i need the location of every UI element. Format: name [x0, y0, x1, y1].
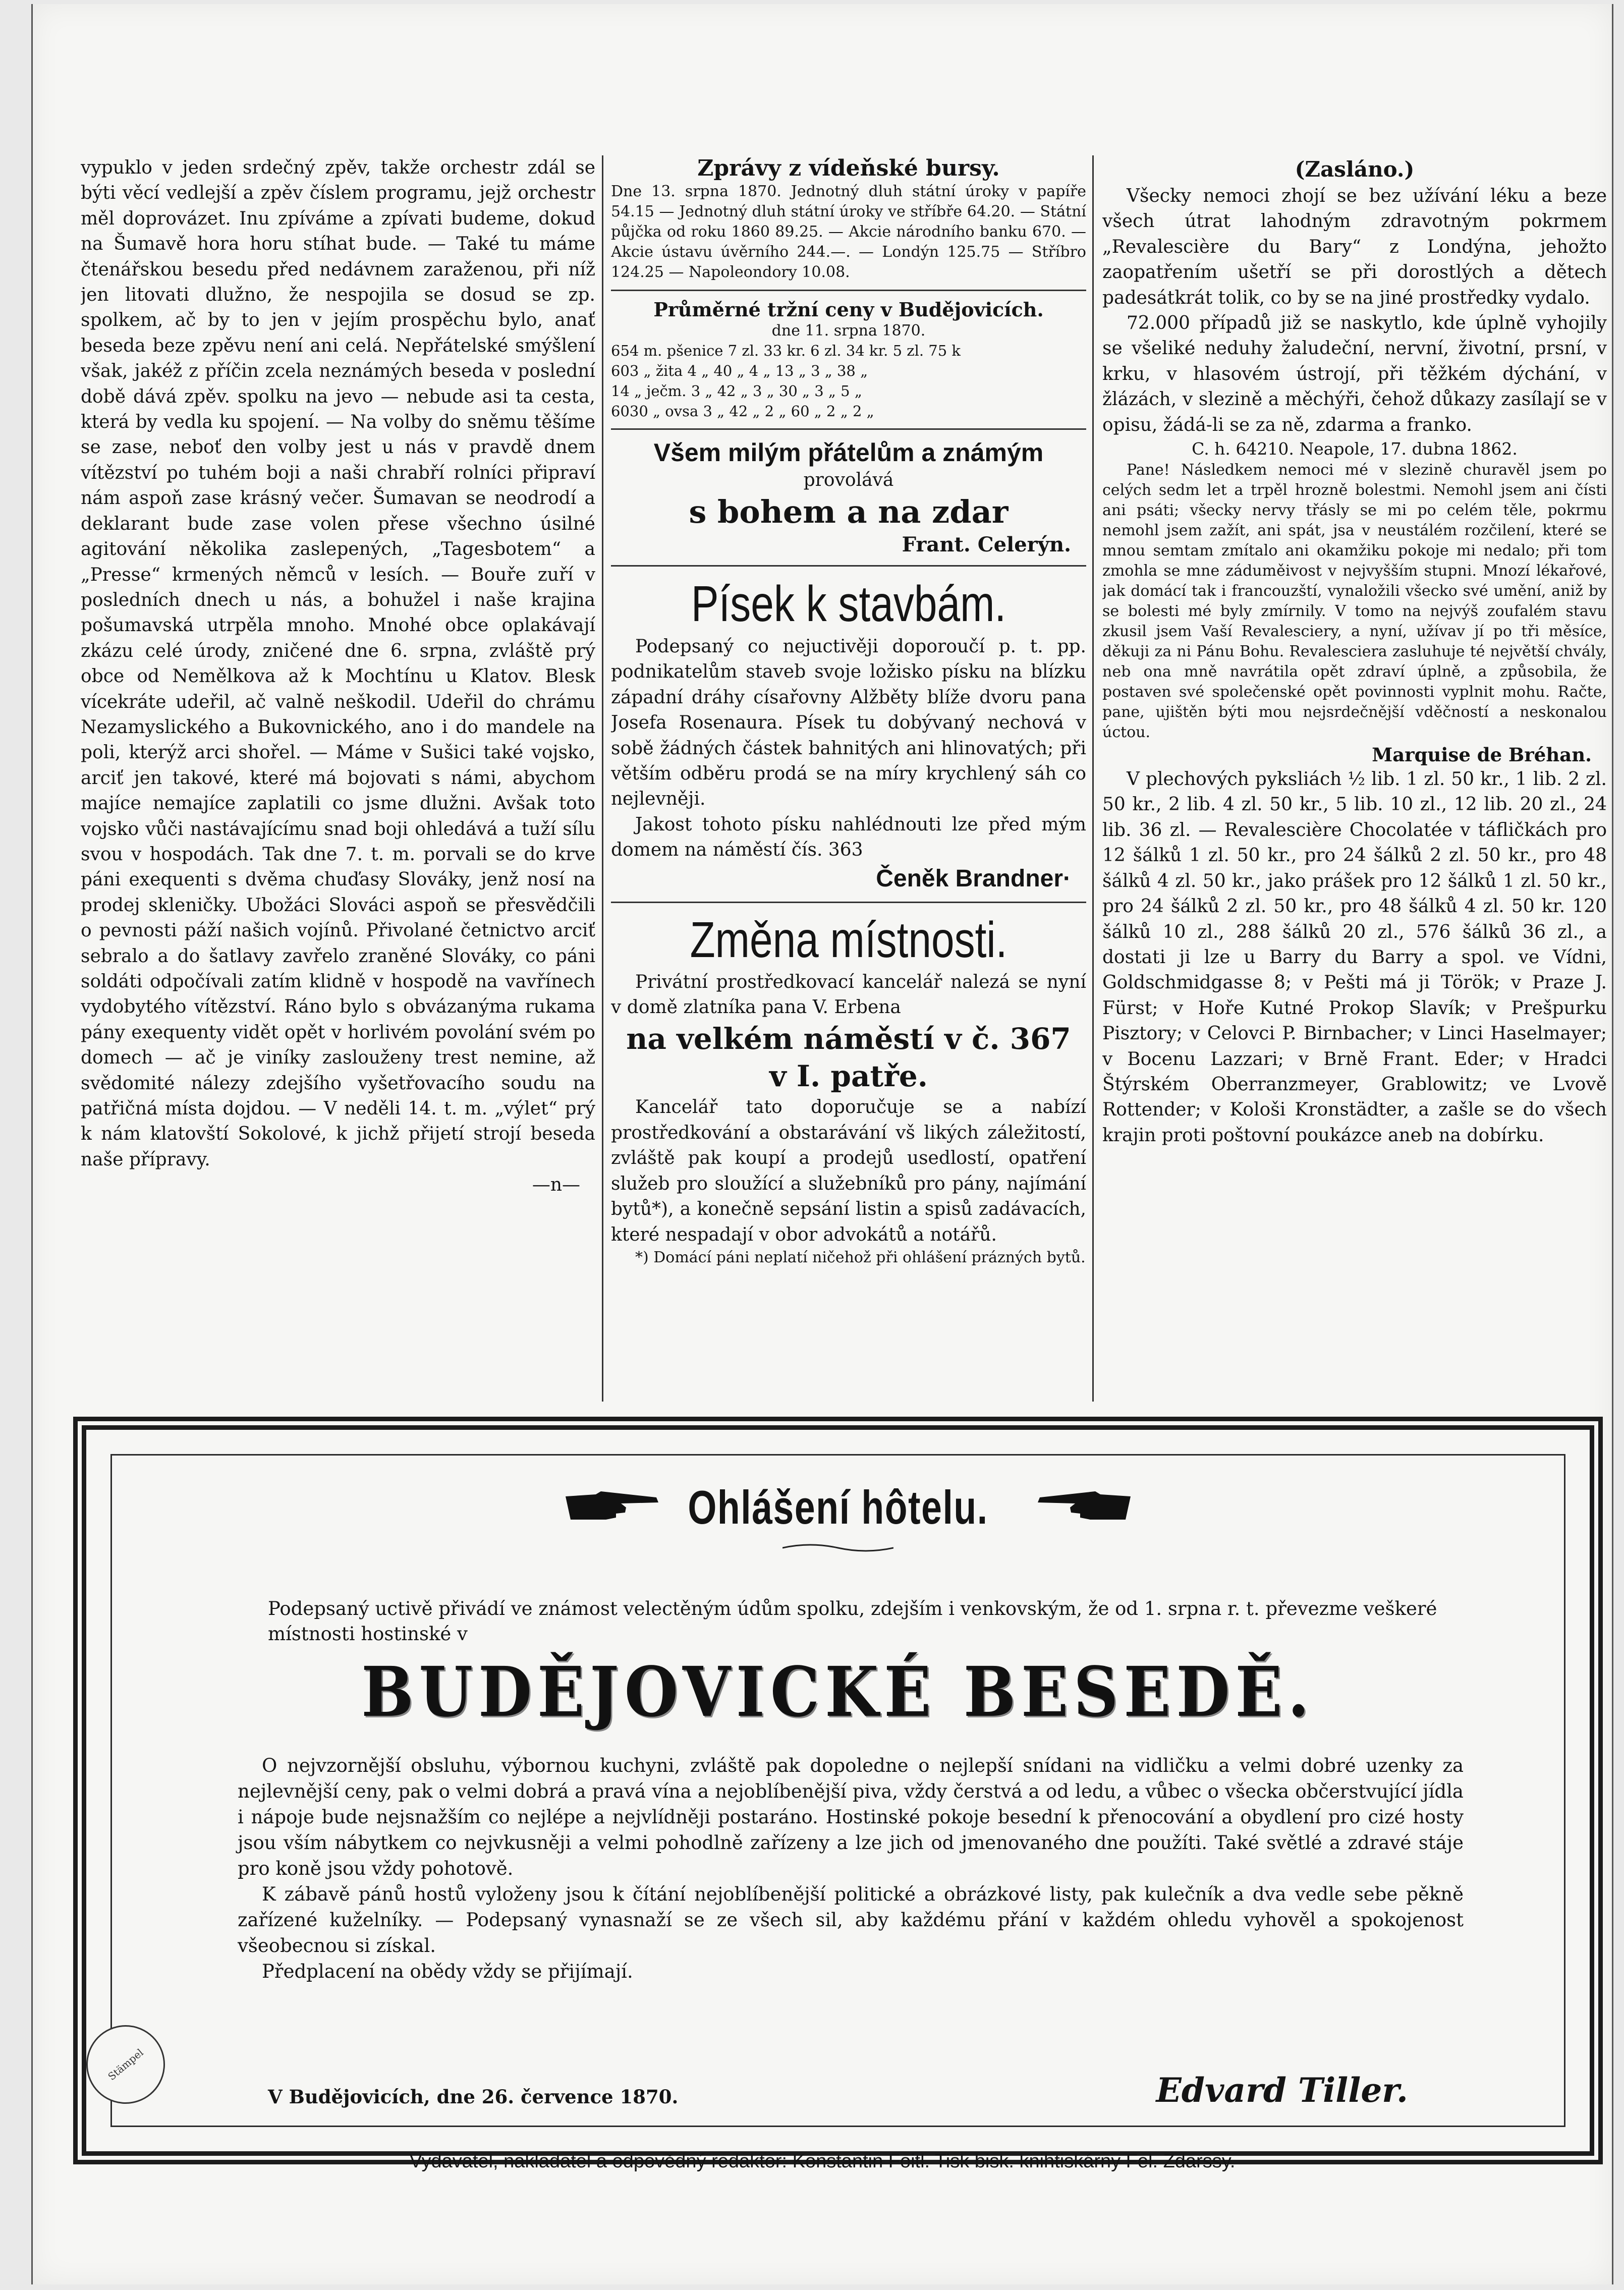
divider — [611, 902, 1086, 903]
farewell-main: s bohem a na zdar — [689, 493, 1009, 530]
advert-text-1: Všecky nemoci zhojí se bez užívání léku a beze všech útrat lahodným zdravotným pokrmem „Revalescière du Bary“ z Londýna, jehožto zaopatřením ušetří se při dorostlých a dětech padesátkrát tolik, co by se na jiné prostředky vydalo. — [1102, 186, 1607, 308]
prices-row: 6030 „ ovsa 3 „ 42 „ 2 „ 60 „ 2 „ 2 „ — [611, 403, 874, 420]
farewell-title: Všem milým přátelům a známým — [653, 438, 1044, 467]
local-news-signature: —n— — [532, 1175, 580, 1196]
prices-row: 14 „ ječm. 3 „ 42 „ 3 „ 30 „ 3 „ 5 „ — [611, 382, 862, 400]
hotel-announcement — [73, 1417, 1603, 2164]
hotel-title: Ohlášení hôtelu. — [688, 1481, 988, 1534]
column-notices — [611, 155, 1086, 1402]
advert-letter-signature: Marquise de Bréhan. — [1372, 744, 1592, 766]
change-title: Změna místnosti. — [690, 911, 1007, 968]
farewell-subtitle: provolává — [803, 470, 894, 490]
divider — [611, 290, 1086, 291]
advert-header: (Zasláno.) — [1295, 157, 1415, 182]
divider — [611, 565, 1086, 567]
prices-date: dne 11. srpna 1870. — [771, 322, 926, 340]
hotel-body — [238, 1753, 1464, 1984]
column-local-news — [81, 155, 595, 1402]
column-divider — [1092, 155, 1094, 1402]
sand-text-2: Jakost tohoto písku nahlédnouti lze před mým domem na náměstí čís. 363 — [611, 814, 1086, 861]
hotel-body-paragraph: O nejvzornější obsluhu, výbornou kuchyni, zvláště pak dopoledne o nejlepší snídani na vidličku a velmi dobré uzenky za nejlevnější ceny, pak o velmi dobrá a pravá vína a nejoblíbenější piva, vždy čerstvá a od ledu, a vůbec o všecka občerstvující jídla i nápoje bude nejsnažším co nejlépe a nejvlídněji postaráno. Hostinské pokoje besední k přenocování a obydlení pro cizé hosty jsou vším nábytkem co nejvkusněji a velmi pohodlně zařízeny a lze jich od jmenovaného dne použíti. Také světlé a zdravé stáje pro koně jsou vždy pohotově. — [238, 1755, 1464, 1879]
newspaper-page — [31, 4, 1613, 2284]
hotel-intro: Podepsaný uctivě přivádí ve známost velectěným údům spolku, zdejším i venkovským, že od 1. srpna r. t. převezme veškeré místnosti hostinské v — [268, 1598, 1437, 1645]
advert-letter: Pane! Následkem nemoci mé v slezině churavěl jsem po celých sedm let a trpěl hrozně bolestmi. Nemohl jsem ani čísti ani psáti; všecky nervy třásly se mi po celém těle, pokrmu nemohl jsem zažít, ani spát, jsa v neustálém rozčilení, které se mnou semtam zmítalo ani okamžiku pokoje mi nedalo; při tom zmohla se mne záduměivost v nejvyšším stupni. Mnozí lékařové, jak domácí tak i francouzští, vynaložili všecko své umění, aniž by se bolesti mé byly zmírnily. V tomo na nejvýš zoufalém stavu zkusil jsem Vaší Revalesciery, a nyní, užívav jí po tři měsíce, děkuji za ni Pánu Bohu. Revalesciera zasluhuje té největší chvály, neb ona mně navrátila opět zdraví úplně, a způsobila, že postaven své společenské opět povinnosti vyplnit mohu. Račte, pane, ujištěn býti mou nejsrdečnější vděčností a neskonalou úctou. — [1102, 461, 1607, 742]
advert-text-3: V plechových pyksliách ½ lib. 1 zl. 50 kr., 1 lib. 2 zl. 50 kr., 2 lib. 4 zl. 50 kr., 5 lib. 10 zl., 12 lib. 20 zl., 24 lib. 36 zl. — Revalescière Chocolatée v táfličkách pro 12 šálků 1 zl. 50 kr., pro 24 šálků 2 zl. 50 kr., pro 48 šálků 4 zl. 50 kr., jako prášek pro 12 šálků 1 zl. 50 kr., pro 24 šálků 2 zl. 50 kr., pro 48 šálků 4 zl. 50 kr. 120 šálků 10 zl., 288 šálků 20 zl., 576 šálků 36 zl., a dostati ji lze u Barry du Barry a spol. ve Vídni, Goldschmidgasse 8; v Pešti má ji Török; v Praze J. Fürst; v Hoře Kutné Prokop Slavík; v Prešpurku Pisztory; v Celovci P. Birnbacher; v Linci Haselmayer; v Bocenu Lazzari; v Brně Frant. Eder; v Hradci Štýrském Oberranzmeyer, Grablowitz; ve Lvově Rottender; v Kološi Kronstädter, a zašle se do všech krajin proti poštovní poukázce aneb na dobírku. — [1102, 769, 1607, 1146]
sand-text: Podepsaný co nejuctivěji doporoučí p. t. pp. podnikatelům staveb svoje ložisko písku na blízku západní dráhy císařovny Alžběty blíže dvoru pana Josefa Rosenaura. Písek tu dobývaný nechová v sobě žádných částek bahnitých ani hlinovatých; při větším odběru prodá se na míry krychlený sáh co nejlevněji. — [611, 636, 1086, 810]
change-address: na velkém náměstí v č. 367 — [626, 1022, 1071, 1056]
column-advert — [1102, 155, 1607, 1402]
tax-stamp: Stämpel — [70, 2009, 181, 2120]
imprint-footer: Vydavatel, nakladatel a odpovědný redaktor: Konstantin Foitl. Tisk bisk. knihtiskárny Fel. Zdarssy. — [409, 2151, 1236, 2172]
hotel-venue-name: BUDĚJOVICKÉ BESEDĚ. — [361, 1652, 1315, 1733]
hotel-place-date: V Budějovicích, dne 26. července 1870. — [268, 2086, 679, 2108]
divider — [611, 428, 1086, 430]
local-news-text: vypuklo v jeden srdečný zpěv, takže orchestr zdál se býti věcí vedlejší a zpěv číslem programu, jejž orchestr měl doprovázet. Inu zpíváme a zpívati budeme, dokud na Šumavě hora horu stíhat bude. — Také tu máme čtenářskou besedu před nedávnem zaraženou, při níž jen litovati dlužno, že nespojila se dosud se zp. spolkem, ač by to jen v jejím prospěchu bylo, anať beseda beze zpěvu není ani celá. Nepřátelské smýšlení však, jakéž z příčin zcela neznámých beseda v poslední době dává zpěv. spolku na jevo — nebude asi ta cesta, která by vedla ku spojení. — Na volby do sněmu těšíme se zase, neboť den volby jest u nás v pravdě dnem vítězství po tuhém boji a naši chrabří rolníci připraví nám aspoň zase krásný večer. Šumavan se neodrodí a deklarant bude zase volen přese všechno úsilné agitování několika zaslepených, „Tagesbotem“ a „Presse“ krmených němců v lesích. — Bouře zuří v posledních dnech u nás, a bohužel i naše krajina pošumavská utrpěla mnoho. Mnohé obce oplakávají zkázu celé úrody, zničené dne 6. srpna, zvláště prý obce od Nemělkova až k Mochtínu u Klatov. Blesk vícekráte udeřil, ač valně neškodil. Udeřil do chrámu Nezamyslického a Bukovnického, ano i do mandele na poli, kterýž arci shořel. — Máme v Sušici také vojsko, arciť jen takové, které má bojovati s námi, abychom majíce nemajíce zaplatili co jsme dlužni. Avšak toto vojsko vůči nastávajícímu snad boji ohledává a tuží sílu svou v hospodách. Tak dne 7. t. m. porvali se do krve páni exequenti s dvěma chuďasy Slováky, jenž nosí na prodej skleničky. Ubožáci Slováci aspoň se přesvědčili o pevnosti páží našich vojínů. Přivolané četnictvo arciť sebralo a do šatlavy zavřelo zraněné Slováky, co páni soldáti odpočívali zatím klidně v hospodě na vavřínech vydobytého vítězství. Ráno bylo s obvázanýma rukama pány exequenty vidět opět v horlivém povolání svém po domech — ač je viníky zaslouženy trest nemine, až svědomité nálezy zdejšího vyšetřovacího soudu na patřičná místa dojdou. — V neděli 14. t. m. „výlet“ prý k nám klatovští Sokolové, k jichž přijetí strojí beseda naše přípravy. — [81, 157, 595, 1170]
sand-title: Písek k stavbám. — [691, 576, 1006, 632]
prices-row: 603 „ žita 4 „ 40 „ 4 „ 13 „ 3 „ 38 „ — [611, 362, 868, 379]
sand-signature: Čeněk Brandner· — [876, 865, 1071, 892]
change-floor: v I. patře. — [769, 1059, 928, 1094]
ornament-divider — [782, 1542, 893, 1554]
bourse-title: Zprávy z vídeňské bursy. — [697, 155, 1000, 181]
farewell-signature: Frant. Celerýn. — [902, 533, 1071, 556]
prices-title: Průměrné tržní ceny v Budějovicích. — [653, 298, 1044, 321]
bourse-text: Dne 13. srpna 1870. Jednotný dluh státní úroky v papíře 54.15 — Jednotný dluh státní úroky ve stříbře 64.20. — Státní půjčka od roku 1860 89.25. — Akcie národního banku 670. — Akcie ústavu úvěrního 244.—. — Londýn 125.75 — Stříbro 124.25 — Napoleondory 10.08. — [611, 183, 1086, 281]
advert-reference: C. h. 64210. Neapole, 17. dubna 1862. — [1192, 439, 1518, 459]
change-text: Privátní prostředkovací kancelář nalezá se nyní v domě zlatníka pana V. Erbena — [611, 971, 1086, 1018]
change-text-2: Kancelář tato doporučuje se a nabízí prostředkování a obstarávání vš likých záležitostí, zvláště pak koupí a prodejů usedlostí, opatření služeb pro sloužící a služebníků pro pány, najímání bytů*), a konečně sepsání listin a spisů zadávacích, které nespadají v obor advokátů a notářů. — [611, 1097, 1086, 1245]
column-divider — [602, 155, 603, 1402]
prices-row: 654 m. pšenice 7 zl. 33 kr. 6 zl. 34 kr. 5 zl. 75 k — [611, 342, 961, 359]
hotel-body-paragraph: K zábavě pánů hostů vyloženy jsou k čítání nejoblíbenější politické a obrázkové listy, pak kulečník a dva vedle sebe pěkně zařízené kuželníky. — Podepsaný vynasnaží se ze všech sil, aby každému přání v každém ohledu vyhověl a spokojenost všeobecnou si získal. — [238, 1883, 1464, 1957]
advert-text-2: 72.000 případů již se naskytlo, kde úplně vyhojily se všeliké neduhy žaludeční, nervní, životní, prsní, v krku, v hlasovém ústrojí, při těžkém dýchání, v žlázách, v slezině a měchýři, čehož důkazy zasílají se v opisu, žádá-li se za ně, zdarma a franko. — [1102, 313, 1607, 435]
hotel-body-paragraph: Předplacení na obědy vždy se přijímají. — [262, 1961, 633, 1982]
hotel-signature: Edvard Tiller. — [1156, 2071, 1408, 2110]
change-footnote: *) Domácí páni neplatí ničehož při ohlášení prázných bytů. — [635, 1248, 1086, 1266]
